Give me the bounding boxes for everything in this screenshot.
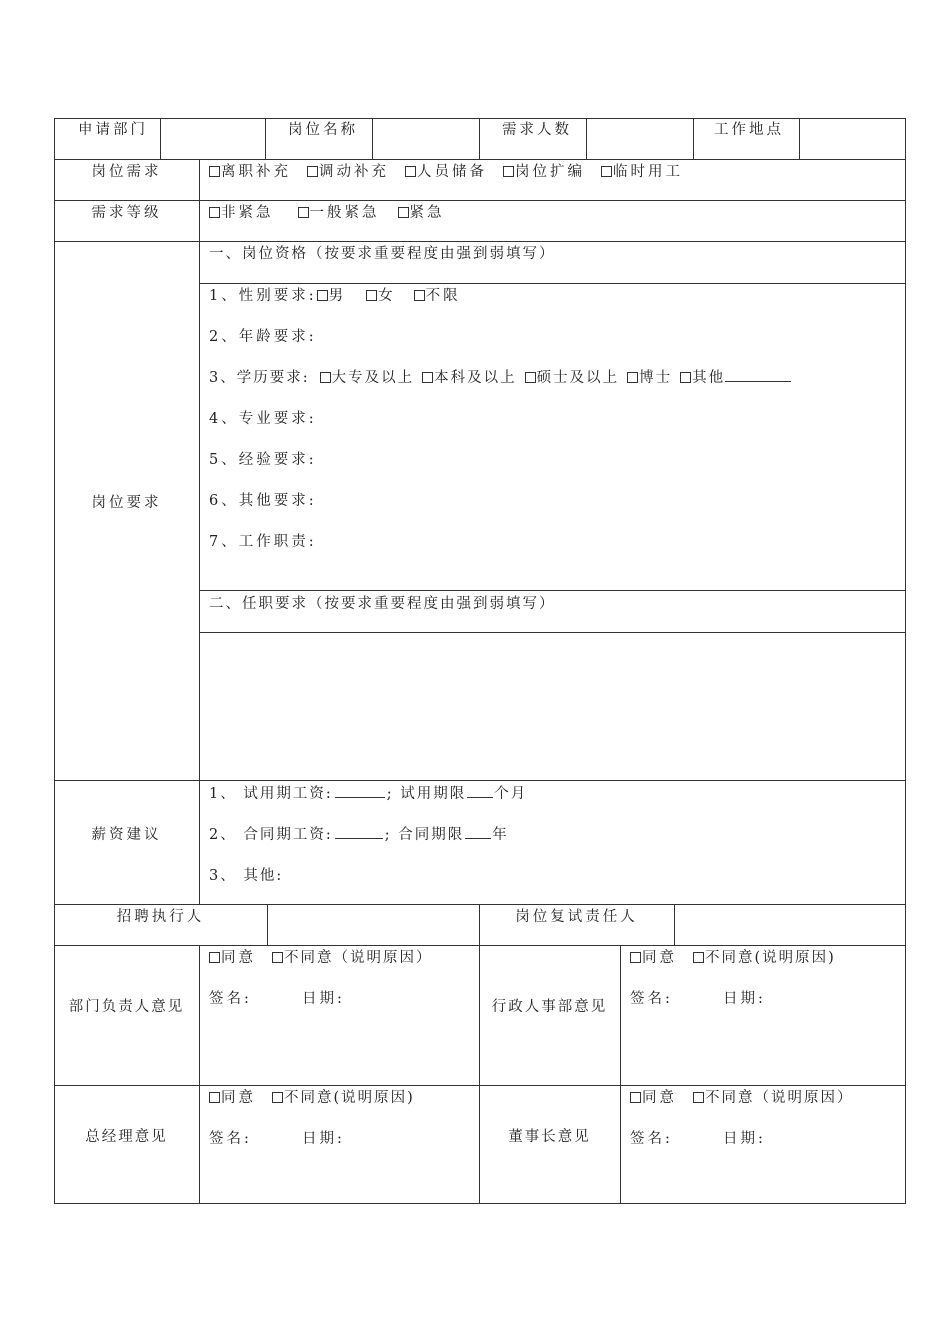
grid-line	[54, 159, 906, 160]
retest-field[interactable]	[675, 905, 905, 945]
level-option[interactable]: 紧急	[398, 205, 445, 221]
level-option[interactable]: 一般紧急	[298, 205, 380, 221]
grid-line	[54, 1203, 906, 1204]
grid-line	[54, 780, 906, 781]
agree-option[interactable]: 同意	[630, 950, 677, 966]
checkbox-icon	[680, 372, 691, 383]
checkbox-icon	[630, 1092, 641, 1103]
checkbox-icon	[503, 166, 514, 177]
disagree-option[interactable]: 不同意（说明原因）	[693, 1090, 854, 1106]
contract-period-field[interactable]	[465, 826, 491, 839]
chairman-date: 日期:	[723, 1131, 766, 1147]
grid-line	[54, 241, 906, 242]
dept-head-sign: 签名:	[209, 991, 252, 1007]
checkbox-icon	[298, 207, 309, 218]
grid-line	[199, 945, 200, 1203]
need-label: 岗位需求	[91, 164, 162, 180]
checkbox-icon	[630, 952, 641, 963]
section2-title: 二、任职要求（按要求重要程度由强到弱填写）	[209, 596, 556, 612]
gm-label: 总经理意见	[85, 1129, 168, 1145]
grid-line	[265, 118, 266, 159]
location-field[interactable]	[800, 119, 905, 159]
major-row: 4、专业要求:	[209, 411, 317, 427]
level-options	[209, 204, 461, 222]
checkbox-icon	[366, 290, 377, 301]
grid-line	[54, 118, 55, 1204]
edu-other-field[interactable]	[725, 369, 791, 382]
level-label: 需求等级	[91, 205, 162, 221]
grid-line	[479, 118, 480, 159]
agree-option[interactable]: 同意	[209, 950, 256, 966]
need-option[interactable]: 调动补充	[307, 164, 389, 180]
need-option[interactable]: 离职补充	[209, 164, 291, 180]
need-option[interactable]: 临时用工	[601, 164, 683, 180]
recruiter-label: 招聘执行人	[116, 909, 205, 925]
checkbox-icon	[209, 952, 220, 963]
section2-field[interactable]	[200, 633, 905, 780]
dept-head-date: 日期:	[302, 991, 345, 1007]
section1-title: 一、岗位资格（按要求重要程度由强到弱填写）	[209, 246, 556, 262]
grid-line	[199, 159, 200, 904]
need-option[interactable]: 人员储备	[405, 164, 487, 180]
grid-line	[54, 1085, 906, 1086]
checkbox-icon	[307, 166, 318, 177]
checkbox-icon	[209, 166, 220, 177]
grid-line	[479, 945, 480, 1203]
grid-line	[693, 118, 694, 159]
location-label: 工作地点	[714, 122, 784, 138]
disagree-option[interactable]: 不同意(说明原因)	[693, 950, 836, 966]
checkbox-icon	[272, 1092, 283, 1103]
chairman-choice	[630, 1089, 870, 1107]
edu-option[interactable]: 博士	[627, 370, 672, 386]
grid-line	[54, 945, 906, 946]
gm-date: 日期:	[302, 1131, 345, 1147]
chairman-sign: 签名:	[630, 1131, 673, 1147]
checkbox-icon	[414, 290, 425, 301]
salary-line3: 3、 其他:	[209, 868, 284, 884]
gender-option[interactable]: 不限	[414, 288, 461, 304]
salary-label: 薪资建议	[91, 827, 162, 843]
grid-line	[905, 118, 906, 1204]
checkbox-icon	[525, 372, 536, 383]
checkbox-icon	[272, 952, 283, 963]
edu-option[interactable]: 硕士及以上	[525, 370, 620, 386]
salary-line1: 1、 试用期工资: ; 试用期限 个月	[209, 786, 528, 802]
probation-period-field[interactable]	[467, 785, 493, 798]
retest-label: 岗位复试责任人	[515, 909, 638, 925]
checkbox-icon	[398, 207, 409, 218]
hr-choice	[630, 949, 852, 967]
exp-row: 5、经验要求:	[209, 452, 317, 468]
dept-head-choice	[209, 949, 449, 967]
requirements-label: 岗位要求	[91, 495, 162, 511]
probation-salary-field[interactable]	[335, 785, 385, 798]
position-label: 岗位名称	[288, 122, 358, 138]
checkbox-icon	[209, 1092, 220, 1103]
headcount-field[interactable]	[587, 119, 693, 159]
dept-field[interactable]	[161, 119, 265, 159]
checkbox-icon	[693, 1092, 704, 1103]
recruiter-field[interactable]	[268, 905, 479, 945]
gm-choice	[209, 1089, 431, 1107]
position-field[interactable]	[373, 119, 479, 159]
gender-row: 1、性别要求: 男 女 不限	[209, 288, 461, 304]
salary-line2: 2、 合同期工资: ; 合同期限 年	[209, 827, 509, 843]
checkbox-icon	[627, 372, 638, 383]
checkbox-icon	[405, 166, 416, 177]
checkbox-icon	[320, 372, 331, 383]
edu-option[interactable]: 本科及以上	[422, 370, 517, 386]
hr-date: 日期:	[723, 991, 766, 1007]
grid-line	[199, 590, 906, 591]
checkbox-icon	[601, 166, 612, 177]
checkbox-icon	[317, 290, 328, 301]
edu-option[interactable]: 大专及以上	[320, 370, 415, 386]
checkbox-icon	[693, 952, 704, 963]
agree-option[interactable]: 同意	[209, 1090, 256, 1106]
other-row: 6、其他要求:	[209, 493, 317, 509]
need-options	[209, 163, 699, 181]
disagree-option[interactable]: 不同意(说明原因)	[272, 1090, 415, 1106]
dept-head-label: 部门负责人意见	[68, 999, 185, 1015]
headcount-label: 需求人数	[502, 122, 572, 138]
duty-row: 7、工作职责:	[209, 534, 317, 550]
gender-option[interactable]: 女	[366, 288, 396, 304]
checkbox-icon	[422, 372, 433, 383]
hr-sign: 签名:	[630, 991, 673, 1007]
edu-row: 3、学历要求: 大专及以上 本科及以上 硕士及以上 博士 其他	[209, 369, 791, 387]
edu-option[interactable]: 其他	[680, 370, 725, 386]
need-option[interactable]: 岗位扩编	[503, 164, 585, 180]
grid-line	[620, 945, 621, 1203]
level-option[interactable]: 非紧急	[209, 205, 274, 221]
hr-label: 行政人事部意见	[491, 999, 608, 1015]
chairman-label: 董事长意见	[508, 1129, 591, 1145]
gm-sign: 签名:	[209, 1131, 252, 1147]
agree-option[interactable]: 同意	[630, 1090, 677, 1106]
checkbox-icon	[209, 207, 220, 218]
age-row: 2、年龄要求:	[209, 329, 317, 345]
contract-salary-field[interactable]	[335, 826, 383, 839]
disagree-option[interactable]: 不同意（说明原因）	[272, 950, 433, 966]
gender-option[interactable]: 男	[317, 288, 347, 304]
grid-line	[54, 200, 906, 201]
dept-label: 申请部门	[78, 122, 148, 138]
grid-line	[199, 283, 906, 284]
